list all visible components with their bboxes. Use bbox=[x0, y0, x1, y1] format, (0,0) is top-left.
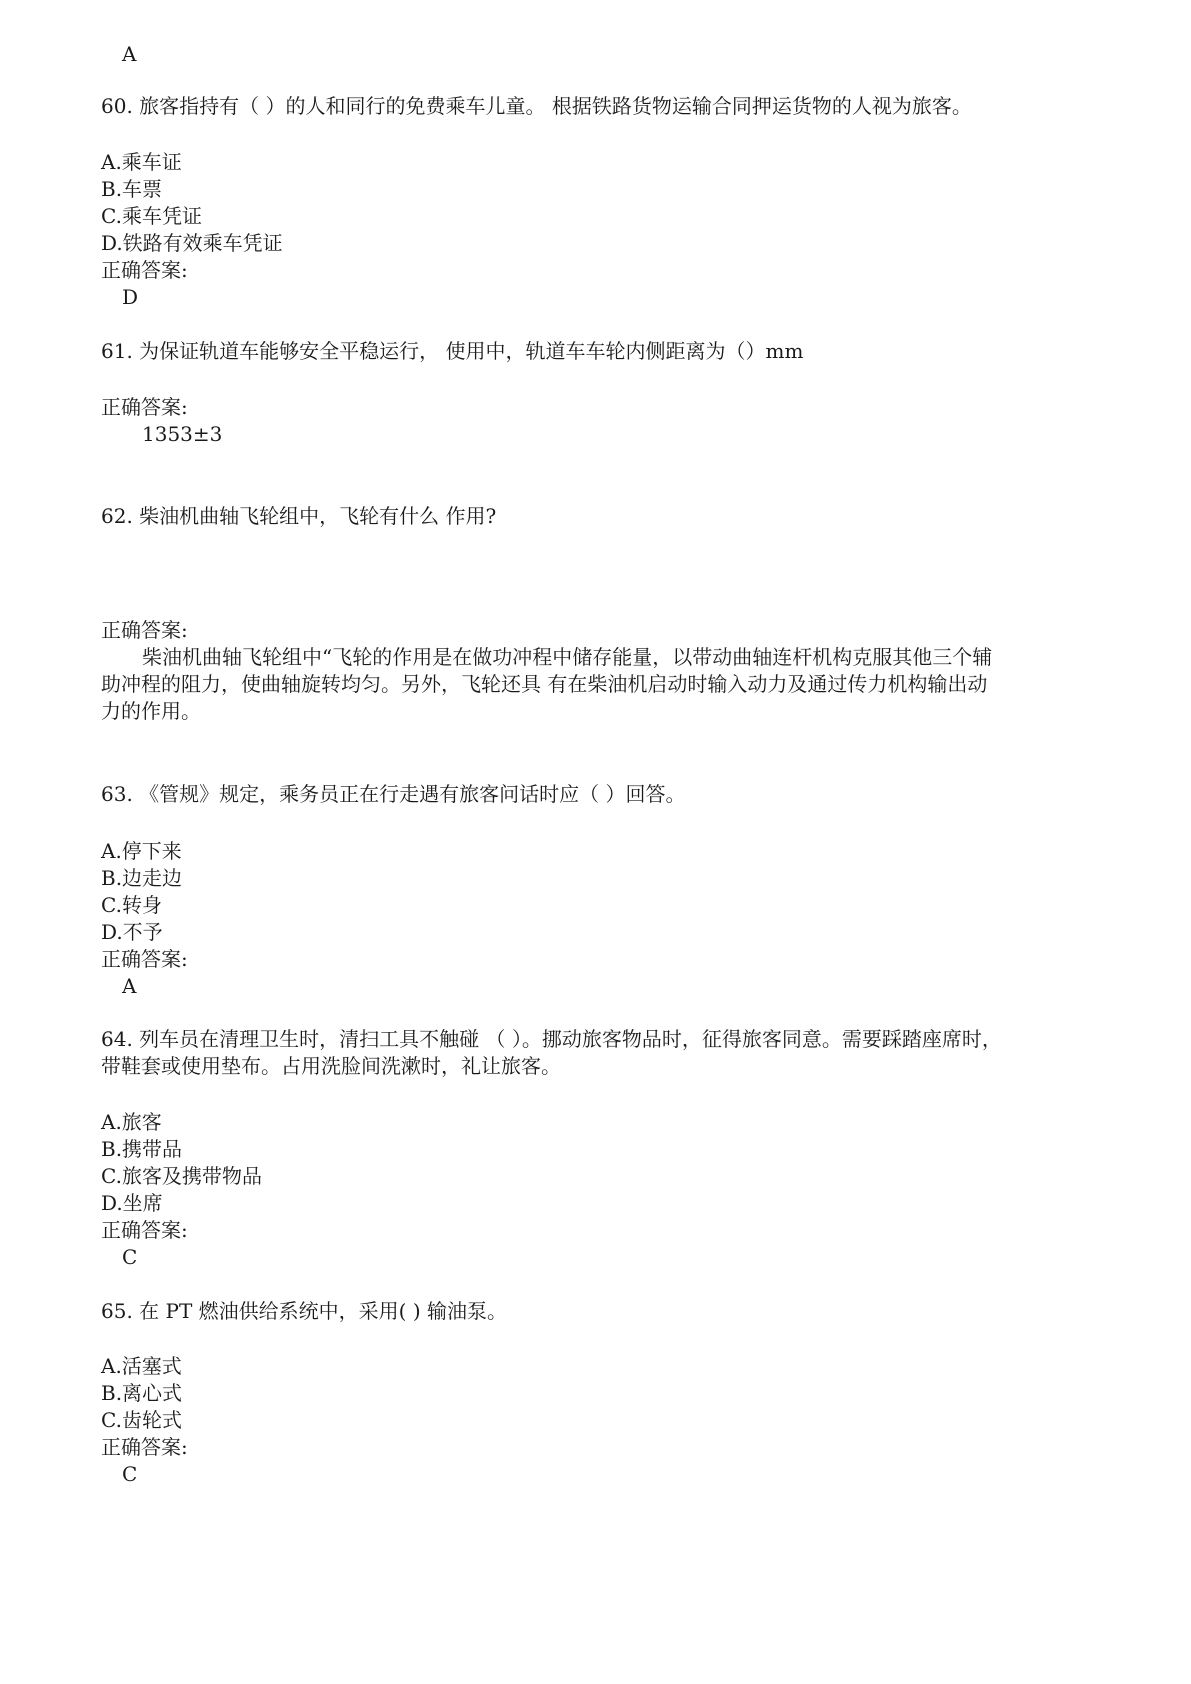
question-stem: 64. 列车员在清理卫生时，清扫工具不触碰 （ ）。挪动旅客物品时，征得旅客同意。需要踩踏座席时， bbox=[101, 1027, 1002, 1051]
answer-label: 正确答案: bbox=[101, 618, 188, 642]
option-d: D.坐席 bbox=[101, 1191, 163, 1215]
question-stem: 62. 柴油机曲轴飞轮组中，飞轮有什么 作用? bbox=[101, 504, 497, 528]
answer-value: 1353±3 bbox=[142, 422, 223, 446]
option-a: A.旅客 bbox=[101, 1110, 162, 1134]
answer-value: A bbox=[122, 974, 137, 998]
answer-value: D bbox=[122, 285, 139, 309]
option-a: A.活塞式 bbox=[101, 1354, 182, 1378]
answer-label: 正确答案: bbox=[101, 1435, 188, 1459]
answer-text-line: 助冲程的阻力，使曲轴旋转均匀。另外，飞轮还具 有在柴油机启动时输入动力及通过传力机构输出动 bbox=[101, 672, 988, 696]
option-b: B.离心式 bbox=[101, 1381, 183, 1405]
answer-value: C bbox=[122, 1245, 138, 1269]
answer-value: A bbox=[122, 42, 137, 66]
question-stem: 带鞋套或使用垫布。占用洗脸间洗漱时，礼让旅客。 bbox=[101, 1054, 561, 1078]
question-stem: 61. 为保证轨道车能够安全平稳运行， 使用中，轨道车车轮内侧距离为（）mm bbox=[101, 339, 804, 363]
option-c: C.齿轮式 bbox=[101, 1408, 182, 1432]
question-stem: 63. 《管规》规定，乘务员正在行走遇有旅客问话时应（ ）回答。 bbox=[101, 782, 686, 806]
answer-text-line: 柴油机曲轴飞轮组中“飞轮的作用是在做功冲程中储存能量，以带动曲轴连杆机构克服其他三个辅 bbox=[142, 645, 993, 669]
option-b: B.边走边 bbox=[101, 866, 183, 890]
answer-label: 正确答案: bbox=[101, 258, 188, 282]
option-b: B.携带品 bbox=[101, 1137, 183, 1161]
answer-text-line: 力的作用。 bbox=[101, 699, 201, 723]
option-a: A.停下来 bbox=[101, 839, 182, 863]
question-stem: 65. 在 PT 燃油供给系统中，采用( ) 输油泵。 bbox=[101, 1299, 507, 1323]
option-c: C.乘车凭证 bbox=[101, 204, 202, 228]
question-stem: 60. 旅客指持有（ ）的人和同行的免费乘车儿童。 根据铁路货物运输合同押运货物的人视为旅客。 bbox=[101, 94, 972, 118]
answer-label: 正确答案: bbox=[101, 395, 188, 419]
option-d: D.铁路有效乘车凭证 bbox=[101, 231, 283, 255]
option-c: C.旅客及携带物品 bbox=[101, 1164, 262, 1188]
answer-value: C bbox=[122, 1462, 138, 1486]
option-b: B.车票 bbox=[101, 177, 163, 201]
option-d: D.不予 bbox=[101, 920, 163, 944]
option-c: C.转身 bbox=[101, 893, 162, 917]
answer-label: 正确答案: bbox=[101, 1218, 188, 1242]
answer-label: 正确答案: bbox=[101, 947, 188, 971]
option-a: A.乘车证 bbox=[101, 150, 182, 174]
